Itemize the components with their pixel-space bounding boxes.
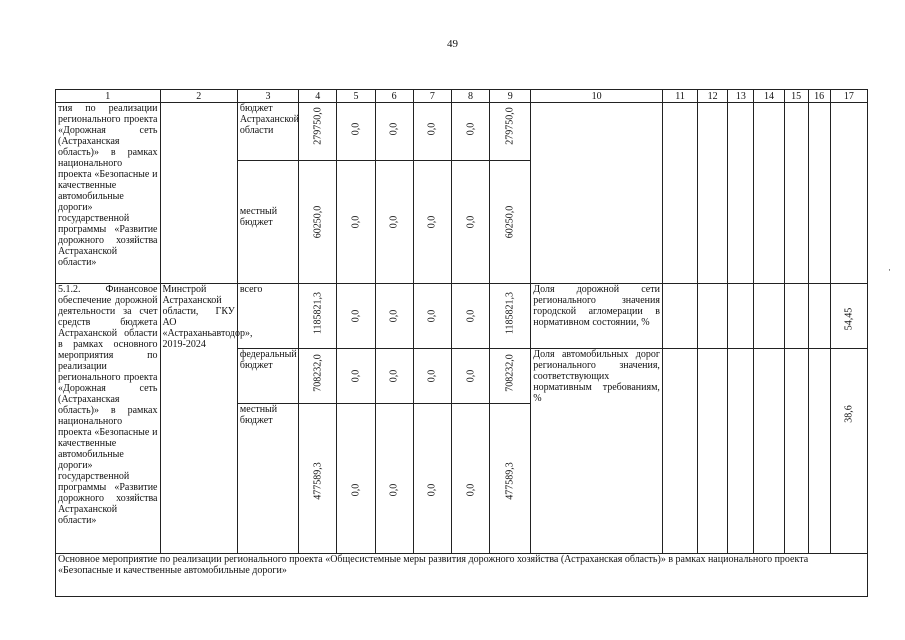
value-text: 0,0 [465, 484, 477, 497]
col-header: 1 [56, 90, 161, 103]
funding-source: бюджет Астраханской области [237, 103, 298, 161]
funding-source: местный бюджет [237, 404, 298, 554]
value-text: 0,0 [465, 215, 477, 229]
empty-cell [698, 103, 728, 284]
empty-cell [662, 103, 697, 284]
col-header: 2 [160, 90, 237, 103]
value-cell [413, 404, 451, 554]
empty-cell [662, 349, 697, 554]
value-text: 708232,0 [312, 354, 324, 393]
value-cell [337, 161, 375, 284]
value-cell [337, 103, 375, 161]
empty-cell [754, 284, 784, 349]
empty-cell [808, 284, 830, 349]
value-cell [375, 284, 413, 349]
value-cell [337, 404, 375, 554]
value-text: 0,0 [388, 484, 400, 497]
value-cell [413, 284, 451, 349]
col-header: 9 [490, 90, 531, 103]
funding-source: федеральный бюджет [237, 349, 298, 404]
funding-source: всего [237, 284, 298, 349]
empty-cell [784, 103, 808, 284]
value-cell [375, 349, 413, 404]
value-text: 0,0 [350, 369, 362, 383]
value-cell [299, 284, 337, 349]
value-cell [451, 349, 489, 404]
value-text: 60250,0 [504, 205, 516, 239]
value-cell [337, 349, 375, 404]
col-header: 4 [299, 90, 337, 103]
value-text: 0,0 [465, 122, 477, 135]
main-activity-row: Основное мероприятие по реализации регионального проекта «Общесистемные меры развития дорожного хозяйства (Астраханская область)» в рамках национального проекта «Безопасные и качественные автомобильные дороги» [56, 554, 868, 597]
value-text: 0,0 [388, 369, 400, 383]
col-header: 13 [728, 90, 754, 103]
empty-cell [754, 103, 784, 284]
value-text: 0,0 [388, 215, 400, 229]
col-header: 10 [531, 90, 663, 103]
value-text: 0,0 [426, 484, 438, 497]
value-cell [451, 404, 489, 554]
value-text: 0,0 [350, 484, 362, 497]
empty-cell [662, 284, 697, 349]
value-text: 0,0 [465, 309, 477, 323]
value-cell [299, 103, 337, 161]
col-header: 17 [830, 90, 867, 103]
value-text: 279750,0 [312, 107, 324, 145]
empty-cell [830, 103, 867, 284]
value-cell [490, 284, 531, 349]
funding-source: местный бюджет [237, 161, 298, 284]
col-header: 11 [662, 90, 697, 103]
executor-cell [160, 103, 237, 284]
value-cell [451, 161, 489, 284]
value-cell [375, 161, 413, 284]
value-text: 0,0 [350, 122, 362, 135]
col-header: 6 [375, 90, 413, 103]
value-text: 0,0 [426, 122, 438, 135]
indicator-value-cell [830, 284, 867, 349]
empty-cell [808, 349, 830, 554]
value-cell [490, 349, 531, 404]
col-header: 7 [413, 90, 451, 103]
value-text: 0,0 [388, 122, 400, 135]
col-header: 3 [237, 90, 298, 103]
empty-cell [784, 284, 808, 349]
indicator-text: Доля дорожной сети регионального значения городской агломерации в нормативном состоянии, % [531, 284, 663, 349]
col-header: 14 [754, 90, 784, 103]
header-row [56, 90, 868, 103]
empty-cell [728, 349, 754, 554]
value-cell [490, 103, 531, 161]
indicator-value: 54,45 [843, 307, 855, 331]
value-cell [490, 161, 531, 284]
empty-cell [698, 284, 728, 349]
budget-table [55, 89, 868, 597]
col-header: 16 [808, 90, 830, 103]
indicator-text: Доля автомобильных дорог регионального значения, соответствующих нормативным требованиям, % [531, 349, 663, 554]
col-header: 5 [337, 90, 375, 103]
page-number: 49 [447, 38, 458, 50]
empty-cell [728, 284, 754, 349]
indicator-value-cell [830, 349, 867, 554]
measure-description: тия по реализации регионального проекта «Дорожная сеть (Астраханская область)» в рамках национального проекта «Безопасные и качественные автомобильные дороги» государственной программы «Развитие дорожного хозяйства Астраханской области» [56, 103, 161, 284]
value-cell [299, 404, 337, 554]
value-text: 0,0 [350, 309, 362, 323]
empty-cell [808, 103, 830, 284]
value-text: 279750,0 [504, 107, 516, 145]
col-header: 12 [698, 90, 728, 103]
value-cell [451, 103, 489, 161]
indicator-cell [531, 103, 663, 284]
table-row [56, 284, 868, 349]
value-cell [413, 349, 451, 404]
value-text: 0,0 [350, 215, 362, 229]
value-text: 708232,0 [504, 354, 516, 393]
value-text: 1185821,3 [504, 291, 516, 334]
empty-cell [728, 103, 754, 284]
col-header: 8 [451, 90, 489, 103]
value-text: 0,0 [426, 215, 438, 229]
value-text: 0,0 [388, 309, 400, 323]
margin-mark: · [888, 265, 891, 275]
value-text: 0,0 [426, 369, 438, 383]
value-text: 477589,3 [312, 462, 324, 501]
value-cell [451, 284, 489, 349]
value-cell [413, 161, 451, 284]
value-cell [375, 404, 413, 554]
indicator-value: 38,6 [843, 405, 855, 424]
value-text: 1185821,3 [312, 291, 324, 334]
empty-cell [698, 349, 728, 554]
table-row [56, 554, 868, 597]
value-cell [413, 103, 451, 161]
col-header: 15 [784, 90, 808, 103]
value-cell [375, 103, 413, 161]
value-text: 60250,0 [312, 205, 324, 239]
value-cell [299, 349, 337, 404]
value-text: 477589,3 [504, 462, 516, 501]
empty-cell [754, 349, 784, 554]
executor-cell: Минстрой Астраханской области, ГКУ АО «Астраханьавтодор», 2019-2024 [160, 284, 237, 554]
value-text: 0,0 [426, 309, 438, 323]
table-row [56, 103, 868, 161]
empty-cell [784, 349, 808, 554]
measure-description: 5.1.2. Финансовое обеспечение дорожной деятельности за счет средств бюджета Астраханской области в рамках основного мероприятия по реализации регионального проекта «Дорожная сеть (Астраханская область)» в рамках национального проекта «Безопасные и качественные автомобильные дороги» государственной программы «Развитие дорожного хозяйства Астраханской области» [56, 284, 161, 554]
value-cell [299, 161, 337, 284]
value-cell [490, 404, 531, 554]
value-cell [337, 284, 375, 349]
value-text: 0,0 [465, 369, 477, 383]
